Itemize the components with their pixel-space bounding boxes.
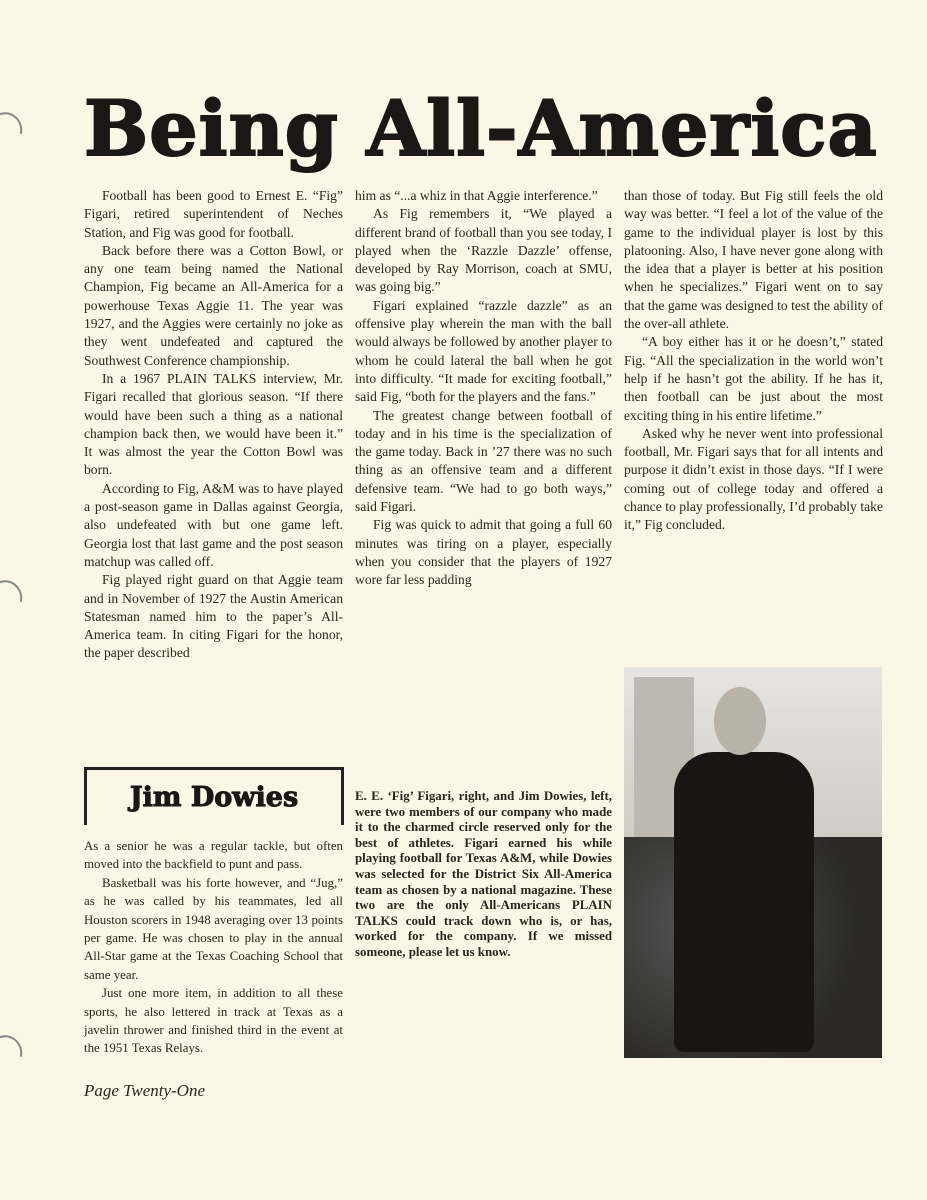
paragraph: than those of today. But Fig still feels the old way was better. “I feel a lot of the value of the game to the individual player is lost by this platooning. Also, I have never gone along with the idea that a player is better at his position when he specializes.” Figari went on to say that the game was designed to test the ability of the over-all athlete. xyxy=(624,188,883,332)
paragraph: Football has been good to Ernest E. “Fig” Figari, retired superintendent of Neches Station, and Fig was good for football. xyxy=(84,188,343,240)
paragraph: As a senior he was a regular tackle, but often moved into the backfield to punt and pass. xyxy=(84,839,343,872)
paragraph: As Fig remembers it, “We played a different brand of football than you see today, I played when the ‘Razzle Dazzle’ offense, developed by Ray Morrison, coach at SMU, was going big.” xyxy=(355,206,612,295)
paragraph: Fig was quick to admit that going a full 60 minutes was tiring on a player, especially when you consider that the players of 1927 wore far less padding xyxy=(355,517,612,588)
article-column-2 xyxy=(355,187,612,727)
sidebar xyxy=(84,727,343,1058)
paragraph: “A boy either has it or he doesn’t,” stated Fig. “All the specialization in the world won’t help if he hasn’t got the ability. If he has it, then football can be just about the most exciting thing in his entire lifetime.” xyxy=(624,334,883,423)
paragraph: In a 1967 PLAIN TALKS interview, Mr. Figari recalled that glorious season. “If there would have been such a thing as a national champion back then, we would have been it.” It was almost the year the Cotton Bowl was born. xyxy=(84,370,343,478)
paragraph: The greatest change between football of today and in his time is the specialization of the game today. Back in ’27 there was no such thing as an offensive team and a different defensive team. “We had to go both ways,” said Figari. xyxy=(355,407,612,515)
page-number: Page Twenty-One xyxy=(84,1080,206,1100)
sidebar-heading: Jim Dowies xyxy=(129,782,299,813)
column-spacer xyxy=(624,535,883,565)
paragraph: According to Fig, A&M was to have played a post-season game in Dallas against Georgia, also undefeated with but one game left. Georgia lost that last game and the post season matchup was called off. xyxy=(84,480,343,569)
paragraph: Fig played right guard on that Aggie team and in November of 1927 the Austin American Statesman named him to the paper’s All-America team. In citing Figari for the honor, the paper described xyxy=(84,572,343,661)
paragraph: Basketball was his forte however, and “Jug,” as he was called by his teammates, led all Houston scorers in 1948 averaging over 13 points per game. He was chosen to play in the annual All-Star game at the Texas Coaching School that same year. xyxy=(84,875,343,982)
paragraph: Asked why he never went into professional football, Mr. Figari says that for all intents and purpose it didn’t exist in those days. “If I were coming out of college today and offered a chance to play professionally, I’d probably take it,” Fig concluded. xyxy=(624,425,883,533)
photo-player-head xyxy=(714,687,766,755)
paragraph: Back before there was a Cotton Bowl, or any one team being named the National Champion, Fig became an All-America for a powerhouse Texas Aggie 11. The year was 1927, and the Aggies were certainly no joke as they went undefeated and captured the Southwest Conference championship. xyxy=(84,242,343,368)
photo-football-player xyxy=(624,667,882,1058)
paragraph: him as “...a whiz in that Aggie interference.” xyxy=(355,188,598,203)
photo-player-body xyxy=(674,752,814,1052)
page-layout-grid xyxy=(84,187,883,1058)
article-column-3 xyxy=(624,187,883,1058)
sidebar-heading-box xyxy=(84,767,344,825)
photo-caption: E. E. ‘Fig’ Figari, right, and Jim Dowies, left, were two members of our company who made it to the charmed circle reserved only for the best of athletes. Figari earned his while playing football for Texas A&M, while Dowies was selected for the District Six All-America team as chosen by a national magazine. These two are the only All-Americans PLAIN TALKS could track down who is, or has, worked for the company. If we missed someone, please let us know. xyxy=(355,789,612,959)
sidebar-text xyxy=(84,837,343,1058)
article-column-1 xyxy=(84,187,343,727)
page-title: Being All-America xyxy=(84,84,878,173)
paragraph: Just one more item, in addition to all these sports, he also lettered in track at Texas as a javelin thrower and finished third in the event at the 1951 Texas Relays. xyxy=(84,986,343,1056)
paragraph: Figari explained “razzle dazzle” as an offensive play wherein the man with the ball would always be followed by another player to whom he could lateral the ball when he got into difficulty. “It made for exciting football,” said Fig, “both for the players and the fans.” xyxy=(355,297,612,405)
